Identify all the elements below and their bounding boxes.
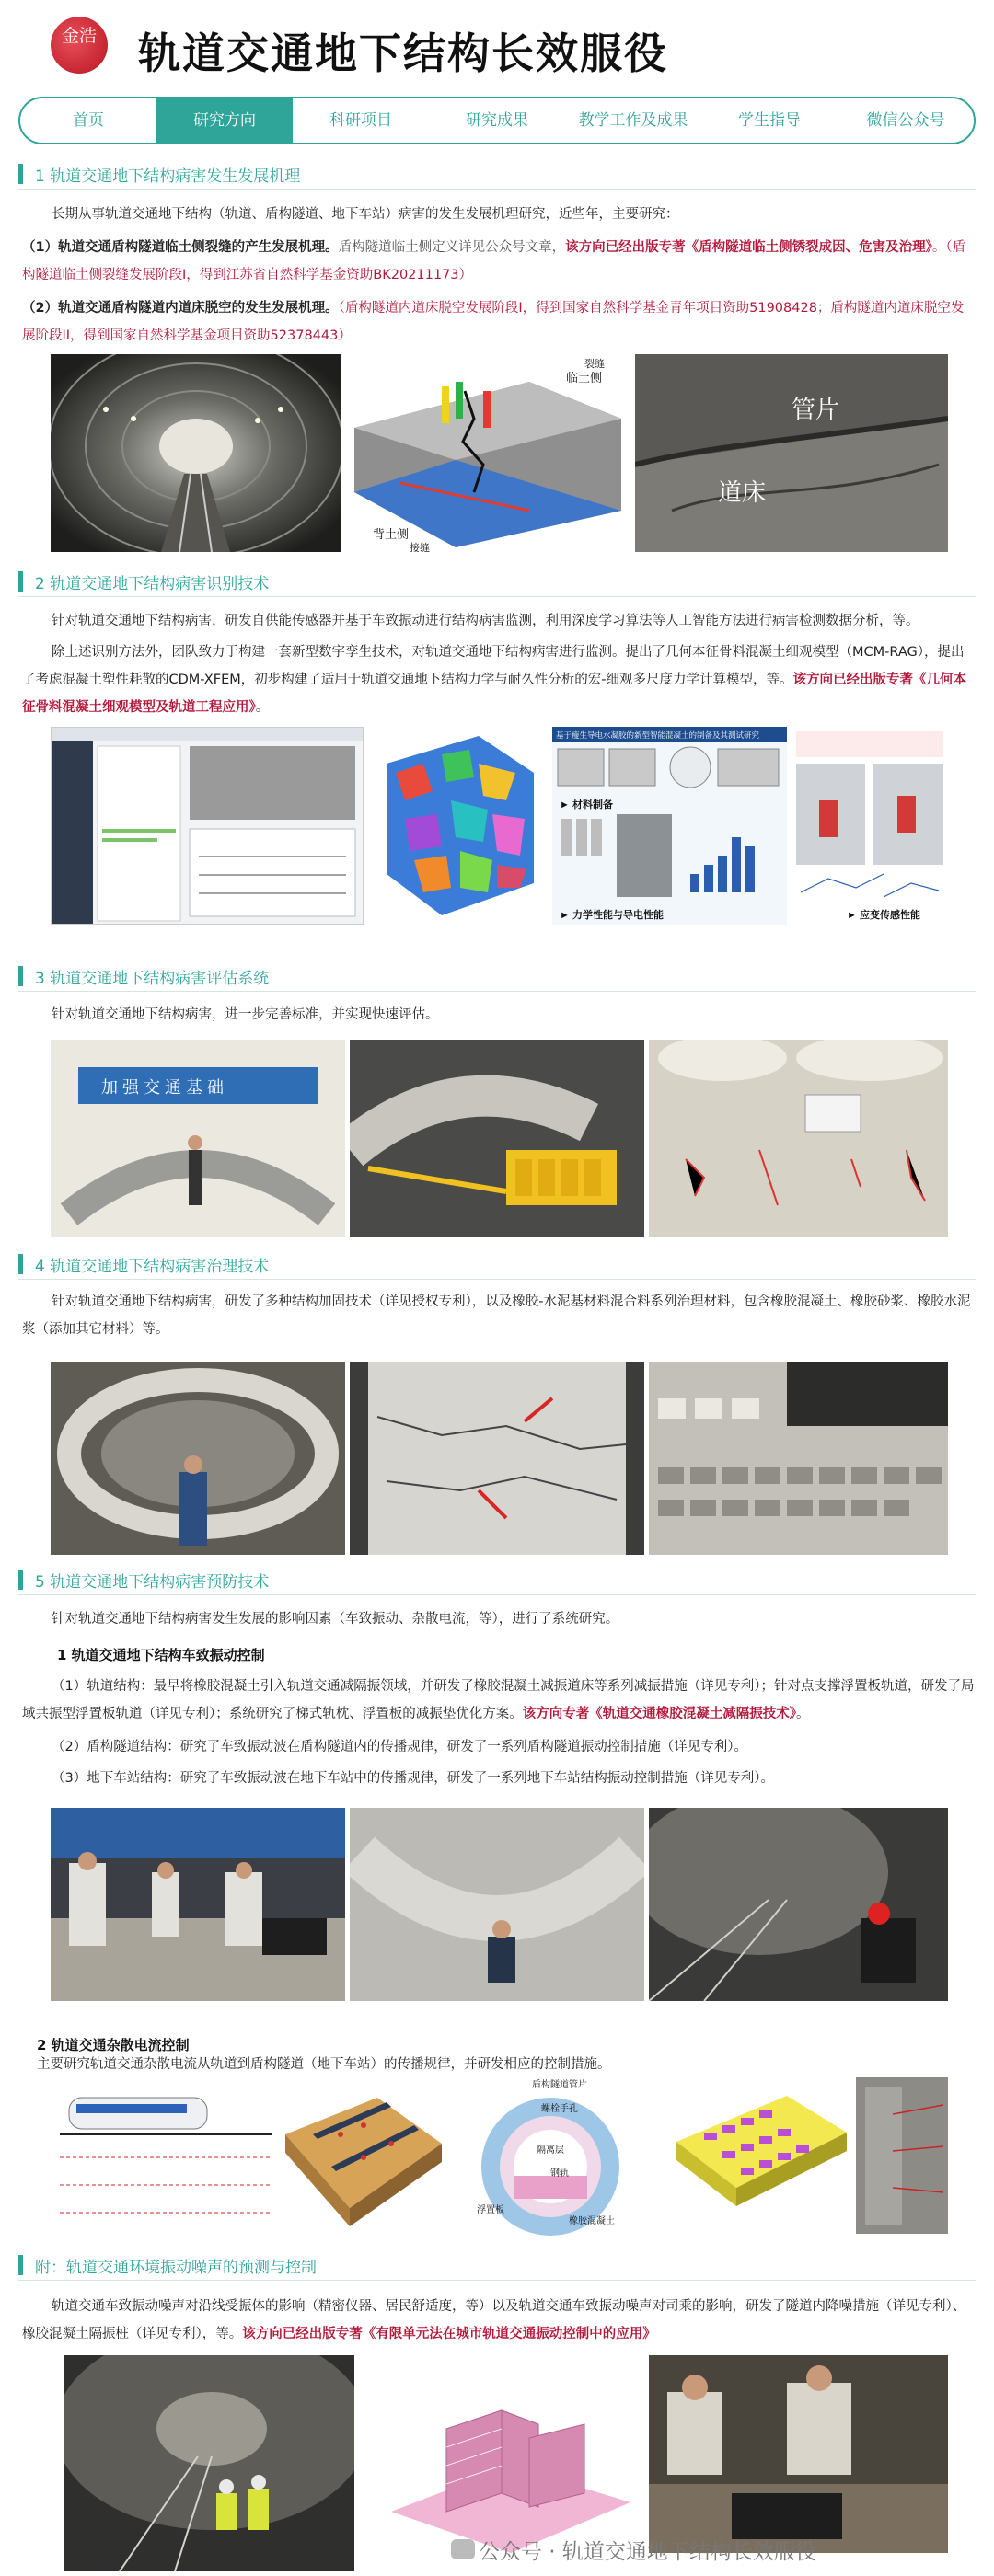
- label-rail: 钢轨: [550, 2168, 569, 2179]
- station-vibration-test-photo: [649, 1808, 948, 2001]
- section-5-sub-1: 1 轨道交通地下结构车致振动控制: [57, 1647, 265, 1663]
- label-mech-conductive: ► 力学性能与导电性能: [560, 910, 664, 921]
- section-3-heading: [18, 960, 976, 992]
- label-ring-segment: 盾构隧道管片: [532, 2080, 587, 2090]
- item2-lead: （2）轨道交通盾构隧道内道床脱空的发生发展机理。: [22, 301, 339, 316]
- section-5-sub1-p2: [22, 1733, 976, 1761]
- lab-test-photo: [51, 1040, 345, 1237]
- wechat-icon: [451, 2539, 475, 2559]
- heading-bar: [18, 164, 23, 184]
- panel-title: 基于瘦生导电水凝胶的新型智能混凝土的制备及其测试研究: [556, 730, 760, 740]
- section-2-book[interactable]: 该方向已经出版专著《几何本征骨料混凝土细观模型及轨道工程应用》: [22, 673, 966, 715]
- item1-book[interactable]: 该方向已经出版专著《盾构隧道临土侧锈裂成因、危害及治理》: [565, 240, 932, 255]
- brand-logo[interactable]: [51, 17, 108, 74]
- strain-sensing-panel: [792, 727, 948, 925]
- floating-slab-model: [667, 2077, 851, 2234]
- sub1-p1-text: （1）轨道结构：最早将橡胶混凝土引入轨道交通减隔振领域，并研发了橡胶混凝土减振道床等系列减振措施（详见专利）；针对点支撑浮置板轨道，研发了局域共振型浮置板轨道（详见专利）；系统研究了梯式轨枕、浮置板的减振垫优化方案。: [22, 1679, 975, 1721]
- lab-banner: 加 强 交 通 基 础: [101, 1078, 225, 1097]
- building-vibration-model: [373, 2374, 635, 2558]
- section-5-title: 5 轨道交通地下结构病害预防技术: [35, 1573, 270, 1592]
- ring-reinforcement-photo: [51, 1362, 345, 1555]
- label-crack: 裂缝: [584, 359, 605, 370]
- label-segment: 管片: [792, 397, 840, 424]
- section-1-intro: [22, 201, 976, 228]
- label-track-bed: 道床: [718, 479, 767, 507]
- section-5-sub-2: 2 轨道交通杂散电流控制: [37, 2037, 190, 2053]
- heading-bar: [18, 2255, 23, 2275]
- section-2-title: 2 轨道交通地下结构病害识别技术: [35, 575, 270, 593]
- section-1-item-1: [22, 234, 976, 289]
- mesoscale-concrete-model: [368, 727, 548, 925]
- segment-bed-photo: [635, 354, 948, 552]
- label-back-side: 背土侧: [373, 527, 410, 541]
- sub1-book[interactable]: 该方向专著《轨道交通橡胶混凝土减隔振技术》: [522, 1707, 796, 1721]
- section-1-title: 1 轨道交通地下结构病害发生发展机理: [35, 167, 301, 186]
- label-floating-slab: 浮置板: [477, 2205, 504, 2215]
- section-4-p1-text: 针对轨道交通地下结构病害，研发了多种结构加固技术（详见授权专利），以及橡胶-水泥基材料混合料系列治理材料，包含橡胶混凝土、橡胶砂浆、橡胶水泥浆（添加其它材料）等。: [22, 1294, 971, 1337]
- nav-projects[interactable]: 科研项目: [329, 111, 392, 130]
- sub1-p3-text: （3）地下车站结构：研究了车致振动波在地下车站中的传播规律，研发了一系列地下车站结构振动控制措施（详见专利）。: [52, 1771, 774, 1786]
- site-title: 轨道交通地下结构长效服役: [138, 29, 668, 78]
- section-5-p1-text: 针对轨道交通地下结构病害发生发展的影响因素（车致振动、杂散电流，等），进行了系统研究。: [52, 1612, 619, 1627]
- section-4-title: 4 轨道交通地下结构病害治理技术: [35, 1258, 270, 1276]
- appendix-heading: [18, 2249, 976, 2281]
- section-2-p1-text: 针对轨道交通地下结构病害，研发自供能传感器并基于车致振动进行结构病害监测，利用深度学习算法等人工智能方法进行病害检测数据分析，等。: [52, 614, 919, 628]
- heading-bar: [18, 1254, 23, 1274]
- item1-funding: 。（盾构隧道临土侧裂缝发展阶段I，得到江苏省自然科学基金资助BK20211173）: [22, 240, 966, 282]
- label-strain-sensing: ► 应变传感性能: [847, 910, 920, 921]
- section-5-p1: [22, 1605, 976, 1633]
- label-bolt-hole: 螺栓手孔: [541, 2104, 578, 2114]
- appendix-p1: [22, 2293, 976, 2348]
- nav-teaching[interactable]: 教学工作及成果: [578, 111, 688, 130]
- crack-schematic-diagram: [345, 354, 630, 552]
- stray-current-schematic: [51, 2084, 276, 2231]
- item2-funding: （盾构隧道内道床脱空发展阶段I，得到国家自然科学基金青年项目资助51908428；盾构隧道内道床脱空发展阶段II，得到国家自然科学基金项目资助52378443）: [22, 301, 965, 343]
- label-material-prep: ► 材料制备: [560, 799, 613, 811]
- heading-bar: [18, 966, 23, 986]
- hydrogel-concrete-panel: [552, 727, 787, 925]
- section-2-heading: [18, 566, 976, 597]
- specimen-crack-photo: [649, 1040, 948, 1237]
- section-5-sub2-p1: [37, 2053, 957, 2076]
- section-5-sub1-p3: [22, 1765, 976, 1792]
- label-soil-side: 临土侧: [566, 371, 603, 385]
- section-3-p1: [22, 1001, 976, 1029]
- label-isolation-layer: 隔离层: [537, 2145, 564, 2156]
- section-2-p2-text: 除上述识别方法外，团队致力于构建一套新型数字孪生技术，对轨道交通地下结构病害进行监测。提出了几何本征骨料混凝土细观模型（MCM-RAG），提出了考虑混凝土塑性耗散的CDM-XFEM，初步构建了适用于轨道交通地下结构力学与耐久性分析的宏-细观多尺度力学计算模型，等。: [22, 645, 965, 687]
- section-3-p1-text: 针对轨道交通地下结构病害，进一步完善标准，并实现快速评估。: [52, 1007, 439, 1022]
- tunnel-workers-photo: [64, 2355, 354, 2571]
- section-2-period: 。: [255, 700, 270, 715]
- logo-text: 金浩: [61, 26, 97, 46]
- nav-research-direction[interactable]: 研究方向: [156, 98, 293, 143]
- item1-lead: （1）轨道交通盾构隧道临土侧裂缝的产生发展机理。: [22, 240, 339, 255]
- item1-note: 盾构隧道临土侧定义详见公众号文章，: [338, 240, 566, 255]
- sub1-period: 。: [796, 1707, 810, 1721]
- tunnel-photo: [51, 354, 341, 552]
- site-measurement-photo: [856, 2077, 948, 2234]
- segment-loading-photo: [350, 1040, 644, 1237]
- site-header: [0, 0, 994, 97]
- label-seam: 接缝: [410, 543, 430, 552]
- section-2-p1: [22, 607, 976, 635]
- heading-bar: [18, 571, 23, 592]
- shield-tunnel-test-photo: [350, 1808, 644, 2001]
- software-screenshot: [51, 727, 364, 925]
- track-slab-model: [276, 2079, 451, 2231]
- section-5-sub1-p1: [22, 1673, 976, 1728]
- section-1-item-2: [22, 294, 976, 350]
- section-2-p2: [22, 638, 976, 721]
- wechat-watermark: 公众号 · 轨道交通地下结构长效服役: [479, 2540, 816, 2564]
- sub1-p2-text: （2）盾构隧道结构：研究了车致振动波在盾构隧道内的传播规律，研发了一系列盾构隧道振动控制措施（详见专利）。: [52, 1740, 747, 1754]
- field-test-team-photo: [51, 1808, 345, 2001]
- section-5-heading: [18, 1564, 976, 1595]
- sub2-p1-text: 主要研究轨道交通杂散电流从轨道到盾构隧道（地下车站）的传播规律，并研发相应的控制措施。: [37, 2057, 611, 2072]
- tunnel-crack-repair-photo: [350, 1362, 644, 1555]
- section-1-heading: [18, 158, 976, 190]
- nav-home[interactable]: 首页: [73, 111, 104, 130]
- section-3-title: 3 轨道交通地下结构病害评估系统: [35, 970, 270, 988]
- label-rubber-concrete: 橡胶混凝土: [569, 2216, 615, 2226]
- section-4-p1: [22, 1288, 976, 1343]
- heading-bar: [18, 1570, 23, 1590]
- rubber-concrete-specimens-photo: [649, 1362, 948, 1555]
- appendix-p1-text: 轨道交通车致振动噪声对沿线受振体的影响（精密仪器、居民舒适度，等）以及轨道交通车致振动噪声对司乘的影响，研发了隧道内降噪措施（详见专利）、橡胶混凝土隔振桩（详见专利），等。: [22, 2299, 966, 2341]
- main-nav: [18, 97, 976, 144]
- shield-ring-model: [458, 2075, 661, 2236]
- instrument-operation-photo: [649, 2355, 948, 2553]
- nav-students[interactable]: 学生指导: [738, 111, 801, 130]
- section-4-heading: [18, 1248, 976, 1280]
- appendix-book[interactable]: 该方向已经出版专著《有限单元法在城市轨道交通振动控制中的应用》: [242, 2327, 656, 2341]
- section-1-intro-text: 长期从事轨道交通地下结构（轨道、盾构隧道、地下车站）病害的发生发展机理研究，近些年，主要研究：: [52, 207, 679, 222]
- nav-results[interactable]: 研究成果: [466, 111, 528, 130]
- nav-wechat[interactable]: 微信公众号: [866, 111, 945, 130]
- appendix-title: 附：轨道交通环境振动噪声的预测与控制: [35, 2259, 317, 2277]
